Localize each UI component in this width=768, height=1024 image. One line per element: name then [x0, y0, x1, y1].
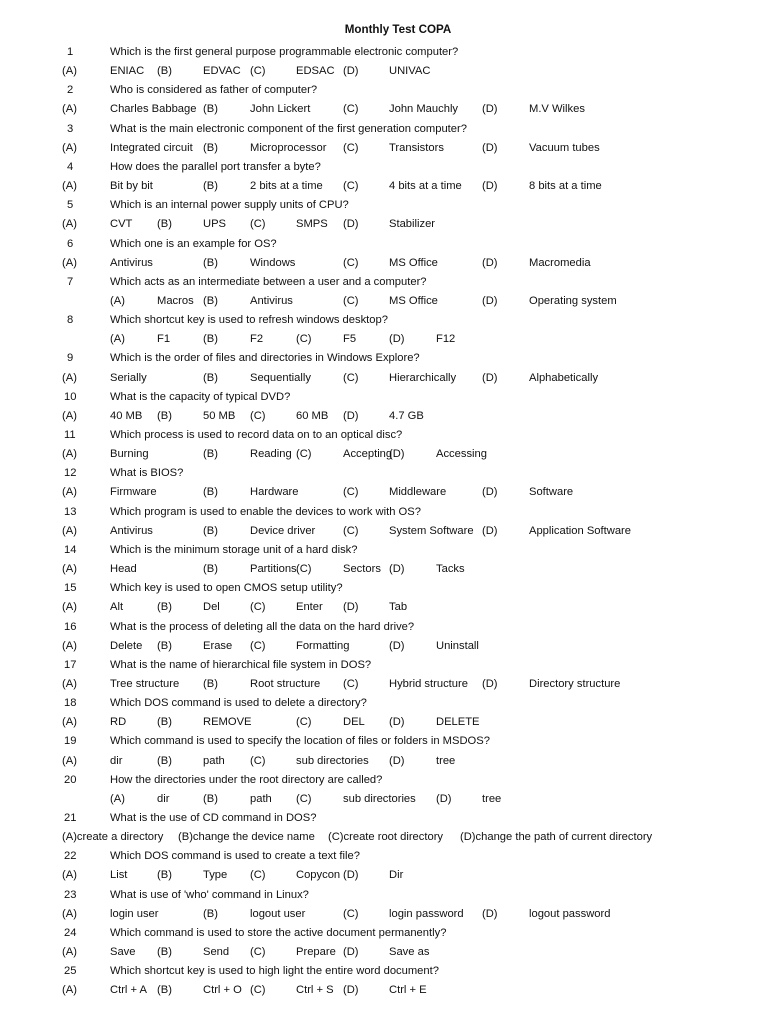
option-text: Alt: [110, 601, 124, 614]
option-text: Stabilizer: [389, 218, 436, 231]
question-number: 13: [64, 505, 77, 518]
option-text: Integrated circuit: [110, 141, 193, 154]
option-letter: (C): [250, 601, 266, 614]
option-letter: (A): [62, 409, 77, 422]
question-text: Which command is used to specify the location of files or folders in MSDOS?: [110, 735, 490, 748]
option-letter: (B): [203, 256, 218, 269]
question-number: 6: [67, 237, 74, 250]
option-text: Serially: [110, 371, 147, 384]
option-letter: (B): [203, 141, 218, 154]
option-text: tree: [436, 754, 456, 767]
option-letter: (C): [250, 65, 266, 78]
option-text: logout password: [529, 907, 611, 920]
question-number: 25: [64, 965, 77, 978]
option-text: Save: [110, 946, 136, 959]
option-text: REMOVE: [203, 716, 252, 729]
option-text: Type: [203, 869, 228, 882]
option-letter: (B): [157, 754, 172, 767]
option-text: Macromedia: [529, 256, 591, 269]
option-letter: (A): [62, 524, 77, 537]
option-text: Burning: [110, 448, 149, 461]
question-number: 22: [64, 850, 77, 863]
option-letter: (A): [62, 486, 77, 499]
option-text: EDSAC: [296, 65, 335, 78]
option-letter: (C): [343, 371, 359, 384]
option-text: DEL: [343, 716, 365, 729]
option-letter: (D): [389, 563, 405, 576]
option-text: Dir: [389, 869, 404, 882]
option-letter: (B): [157, 869, 172, 882]
option-letter: (C): [250, 984, 266, 997]
option-text: Enter: [296, 601, 323, 614]
question-number: 16: [64, 620, 77, 633]
option-text: CVT: [110, 218, 133, 231]
option-text: Reading: [250, 448, 292, 461]
option-letter: (B): [157, 984, 172, 997]
question-text: Which key is used to open CMOS setup utility?: [110, 582, 343, 595]
option-letter: (D): [482, 103, 498, 116]
option-letter: (A): [62, 141, 77, 154]
question-number: 7: [67, 275, 74, 288]
question-number: 23: [64, 888, 77, 901]
option-text: Macros: [157, 294, 194, 307]
option-text: Accessing: [436, 448, 487, 461]
option-letter: (C): [296, 448, 312, 461]
question-number: 1: [67, 46, 74, 58]
option-letter: (B): [203, 524, 218, 537]
option-text: dir: [110, 754, 123, 767]
option-letter: (B): [203, 294, 218, 307]
question-text: What is the use of CD command in DOS?: [110, 812, 317, 824]
question-text: Which program is used to enable the devices to work with OS?: [110, 505, 421, 518]
option-text: path: [250, 792, 272, 805]
question-text: Who is considered as father of computer?: [110, 84, 318, 97]
question-text: Which one is an example for OS?: [110, 237, 277, 250]
option-letter: (A): [62, 371, 77, 384]
option-text: 2 bits at a time: [250, 180, 323, 193]
option: (A)create a directory: [62, 831, 164, 844]
option-letter: (B): [157, 639, 172, 652]
option-letter: (B): [203, 448, 218, 461]
option-text: F12: [436, 333, 456, 346]
option-text: Accepting: [343, 448, 393, 461]
option-text: 50 MB: [203, 409, 236, 422]
option-letter: (A): [62, 65, 77, 78]
option-letter: (D): [389, 754, 405, 767]
option-letter: (D): [482, 294, 498, 307]
question-number: 17: [64, 658, 77, 671]
option-letter: (B): [203, 907, 218, 920]
option-text: Alphabetically: [529, 371, 599, 384]
option-text: Sequentially: [250, 371, 311, 384]
option-text: Send: [203, 946, 230, 959]
option-text: MS Office: [389, 294, 438, 307]
option-text: Delete: [110, 639, 143, 652]
question-text: Which acts as an intermediate between a user and a computer?: [110, 275, 427, 288]
option-text: Hardware: [250, 486, 299, 499]
option-letter: (A): [110, 792, 125, 805]
option-letter: (D): [343, 946, 359, 959]
option-text: Microprocessor: [250, 141, 327, 154]
option-text: Tree structure: [110, 677, 180, 690]
option-text: Hierarchically: [389, 371, 457, 384]
option-text: Antivirus: [250, 294, 293, 307]
option: (B)change the device name: [178, 831, 315, 844]
option-letter: (A): [62, 639, 77, 652]
option-letter: (D): [482, 907, 498, 920]
option-text: Prepare: [296, 946, 336, 959]
option-text: F5: [343, 333, 357, 346]
option-letter: (C): [343, 141, 359, 154]
option-text: Antivirus: [110, 524, 153, 537]
option-letter: (B): [157, 946, 172, 959]
option-letter: (B): [157, 716, 172, 729]
option-text: Middleware: [389, 486, 447, 499]
option-text: F1: [157, 333, 171, 346]
page-title: Monthly Test COPA: [344, 23, 452, 36]
question-number: 19: [64, 735, 77, 748]
option-letter: (A): [62, 256, 77, 269]
option-text: Del: [203, 601, 220, 614]
option-letter: (B): [203, 103, 218, 116]
option-letter: (D): [343, 869, 359, 882]
option-text: Formatting: [296, 639, 350, 652]
option-text: login user: [110, 907, 159, 920]
option-text: 40 MB: [110, 409, 143, 422]
option-letter: (A): [62, 716, 77, 729]
question-text: Which is the first general purpose programmable electronic computer?: [110, 46, 459, 58]
option-letter: (C): [250, 869, 266, 882]
option-text: Head: [110, 563, 137, 576]
question-number: 10: [64, 390, 77, 403]
option-text: F2: [250, 333, 264, 346]
option-letter: (D): [482, 371, 498, 384]
option-text: 8 bits at a time: [529, 180, 602, 193]
option-letter: (C): [343, 524, 359, 537]
option-text: Operating system: [529, 294, 617, 307]
option-text: Ctrl + S: [296, 984, 334, 997]
option-letter: (B): [157, 65, 172, 78]
option-letter: (D): [482, 486, 498, 499]
option-letter: (C): [343, 103, 359, 116]
option-letter: (D): [389, 448, 405, 461]
option-text: John Lickert: [250, 103, 311, 116]
option-text: Ctrl + E: [389, 984, 427, 997]
option-text: Copycon: [296, 869, 341, 882]
option-text: dir: [157, 792, 170, 805]
option-letter: (A): [62, 601, 77, 614]
option-letter: (A): [62, 907, 77, 920]
option-text: MS Office: [389, 256, 438, 269]
option-text: Charles Babbage: [110, 103, 197, 116]
option-text: Directory structure: [529, 677, 621, 690]
option-text: logout user: [250, 907, 306, 920]
question-number: 2: [67, 84, 74, 97]
option-letter: (D): [389, 716, 405, 729]
option-text: Save as: [389, 946, 430, 959]
option-letter: (B): [203, 792, 218, 805]
option-text: SMPS: [296, 218, 328, 231]
option-letter: (D): [389, 333, 405, 346]
option-letter: (C): [250, 946, 266, 959]
option-text: Windows: [250, 256, 296, 269]
question-text: Which is the order of files and directories in Windows Explore?: [110, 352, 420, 365]
option-letter: (B): [203, 180, 218, 193]
option-letter: (D): [343, 984, 359, 997]
option-text: 60 MB: [296, 409, 329, 422]
option-letter: (D): [343, 409, 359, 422]
option-text: Sectors: [343, 563, 381, 576]
question-number: 3: [67, 122, 74, 135]
option-letter: (B): [157, 601, 172, 614]
option-letter: (D): [389, 639, 405, 652]
option-letter: (C): [296, 792, 312, 805]
question-text: What is use of 'who' command in Linux?: [110, 888, 309, 901]
option-text: Transistors: [389, 141, 444, 154]
option-text: 4.7 GB: [389, 409, 424, 422]
question-text: Which process is used to record data on to an optical disc?: [110, 429, 403, 441]
question-number: 4: [67, 160, 74, 173]
option-letter: (B): [203, 333, 218, 346]
option-text: Device driver: [250, 524, 316, 537]
option-letter: (D): [482, 180, 498, 193]
option-text: Uninstall: [436, 639, 479, 652]
option-letter: (C): [250, 218, 266, 231]
question-text: What is the main electronic component of the first generation computer?: [110, 122, 467, 135]
option-letter: (B): [203, 486, 218, 499]
option-letter: (C): [296, 563, 312, 576]
option-letter: (A): [62, 946, 77, 959]
question-text: Which shortcut key is used to high light the entire word document?: [110, 965, 439, 978]
option-text: Tab: [389, 601, 408, 614]
option: (C)create root directory: [328, 831, 444, 844]
option-text: ENIAC: [110, 65, 145, 78]
option-text: Hybrid structure: [389, 677, 468, 690]
option-text: Firmware: [110, 486, 157, 499]
option-text: Partitions: [250, 563, 297, 576]
option-text: RD: [110, 716, 127, 729]
option-letter: (B): [157, 409, 172, 422]
option-text: M.V Wilkes: [529, 103, 585, 116]
question-number: 21: [64, 812, 77, 824]
option-letter: (C): [343, 294, 359, 307]
option-letter: (A): [62, 180, 77, 193]
option-letter: (D): [482, 141, 498, 154]
option-letter: (B): [203, 563, 218, 576]
question-text: Which DOS command is used to delete a directory?: [110, 697, 367, 710]
option-letter: (D): [343, 218, 359, 231]
question-text: What is the capacity of typical DVD?: [110, 390, 291, 403]
option-text: Vacuum tubes: [529, 141, 600, 154]
option-text: UPS: [203, 218, 227, 231]
question-number: 12: [64, 467, 77, 480]
question-text: How the directories under the root directory are called?: [110, 773, 383, 786]
question-text: How does the parallel port transfer a byte?: [110, 160, 321, 173]
option-letter: (C): [343, 180, 359, 193]
option-letter: (C): [250, 409, 266, 422]
question-text: Which shortcut key is used to refresh windows desktop?: [110, 314, 388, 327]
option-letter: (C): [296, 333, 312, 346]
option-letter: (A): [62, 677, 77, 690]
option-text: Root structure: [250, 677, 321, 690]
option-text: Ctrl + A: [110, 984, 147, 997]
option-letter: (D): [436, 792, 452, 805]
option-text: UNIVAC: [389, 65, 431, 78]
option-letter: (A): [62, 754, 77, 767]
option-text: Ctrl + O: [203, 984, 242, 997]
question-number: 20: [64, 773, 77, 786]
option-letter: (B): [203, 371, 218, 384]
option-text: EDVAC: [203, 65, 241, 78]
option-letter: (D): [343, 65, 359, 78]
option-letter: (D): [343, 601, 359, 614]
option-letter: (C): [250, 754, 266, 767]
option-letter: (A): [110, 333, 125, 346]
option-text: Software: [529, 486, 574, 499]
option-letter: (A): [62, 218, 77, 231]
option-letter: (D): [482, 524, 498, 537]
option-text: path: [203, 754, 225, 767]
option-text: List: [110, 869, 128, 882]
option-letter: (A): [62, 103, 77, 116]
option-letter: (A): [110, 294, 125, 307]
option-letter: (A): [62, 448, 77, 461]
option-text: Tacks: [436, 563, 465, 576]
option-letter: (B): [157, 218, 172, 231]
question-number: 14: [64, 543, 77, 556]
option-letter: (A): [62, 984, 77, 997]
option-letter: (C): [343, 256, 359, 269]
option-letter: (C): [343, 677, 359, 690]
option-text: System Software: [389, 524, 474, 537]
question-text: What is the process of deleting all the data on the hard drive?: [110, 620, 415, 633]
option-text: login password: [389, 907, 464, 920]
option-text: Bit by bit: [110, 180, 153, 193]
option-letter: (A): [62, 563, 77, 576]
option-letter: (A): [62, 869, 77, 882]
question-text: Which is the minimum storage unit of a hard disk?: [110, 543, 358, 556]
question-text: What is BIOS?: [110, 467, 184, 480]
option-letter: (B): [203, 677, 218, 690]
option-text: tree: [482, 792, 502, 805]
option-text: John Mauchly: [389, 103, 459, 116]
option-text: Antivirus: [110, 256, 153, 269]
question-number: 9: [67, 352, 74, 365]
question-text: Which is an internal power supply units of CPU?: [110, 199, 349, 212]
option-text: Erase: [203, 639, 233, 652]
option-letter: (C): [250, 639, 266, 652]
option-letter: (D): [482, 677, 498, 690]
option-letter: (C): [296, 716, 312, 729]
question-text: What is the name of hierarchical file system in DOS?: [110, 658, 372, 671]
question-text: Which DOS command is used to create a text file?: [110, 850, 360, 863]
question-text: Which command is used to store the active document permanently?: [110, 926, 447, 939]
option-letter: (C): [343, 907, 359, 920]
option-text: Application Software: [529, 524, 631, 537]
question-number: 15: [64, 582, 77, 595]
option-text: DELETE: [436, 716, 480, 729]
question-number: 8: [67, 314, 74, 327]
question-number: 11: [64, 429, 76, 441]
option-text: sub directories: [296, 754, 369, 767]
question-number: 18: [64, 697, 77, 710]
option-letter: (C): [343, 486, 359, 499]
question-number: 24: [64, 926, 77, 939]
option: (D)change the path of current directory: [460, 831, 653, 844]
option-letter: (D): [482, 256, 498, 269]
question-number: 5: [67, 199, 74, 212]
option-text: sub directories: [343, 792, 416, 805]
option-text: 4 bits at a time: [389, 180, 462, 193]
